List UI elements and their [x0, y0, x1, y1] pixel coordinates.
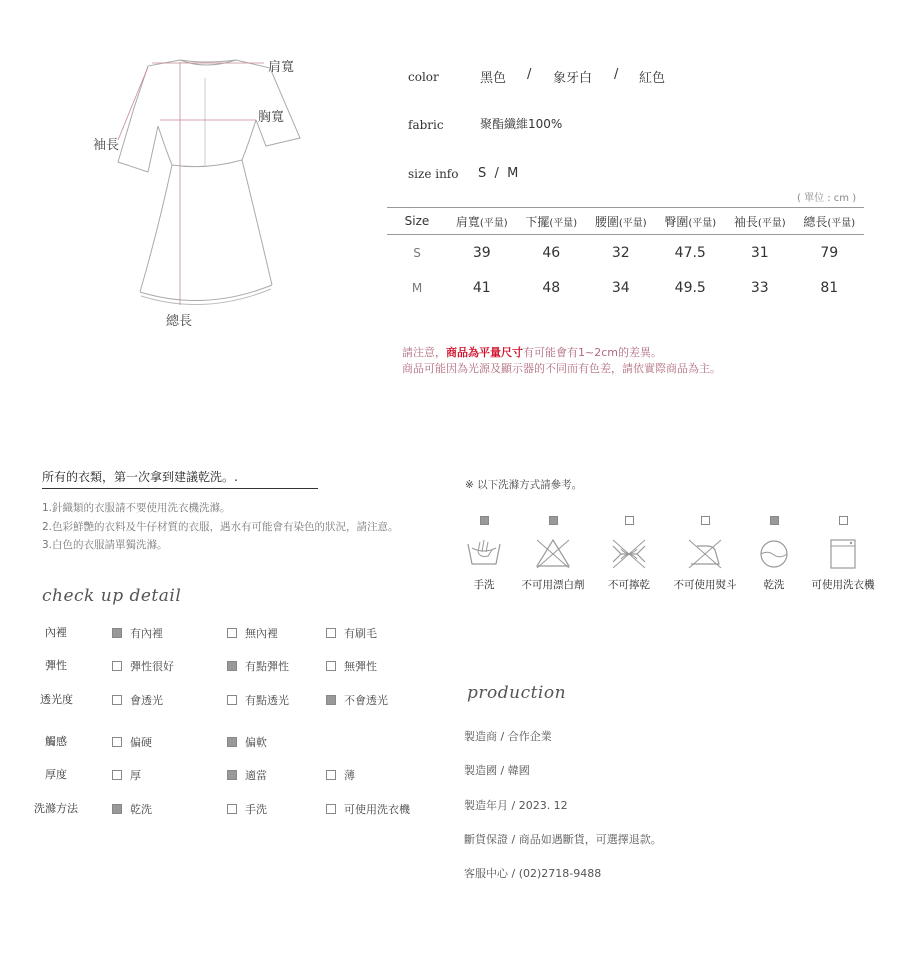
color-separator-1: /: [527, 67, 532, 82]
no-wring-icon: [589, 538, 669, 570]
dry-clean-icon: [734, 538, 814, 570]
checkbox[interactable]: [326, 661, 336, 671]
wash-label: 不可用漂白劑: [521, 579, 585, 591]
header-waist: 腰圍(平量): [586, 208, 656, 235]
wash-symbol: [444, 516, 524, 592]
list-item: 2.色彩鮮艷的衣料及牛仔材質的衣服，遇水有可能會有染色的狀況，請注意。: [42, 520, 399, 533]
color-value-3: 紅色: [639, 71, 666, 86]
checkbox[interactable]: [112, 661, 122, 671]
wash-note: ※ 以下洗滌方式請參考。: [465, 479, 583, 491]
dress-diagram: [95, 50, 315, 320]
detail-option[interactable]: [227, 767, 267, 783]
detail-option[interactable]: [326, 692, 388, 708]
option-label: 厚: [130, 769, 141, 782]
option-label: 偏硬: [130, 736, 152, 749]
detail-option[interactable]: [227, 734, 267, 750]
size-info-value: S / M: [478, 166, 519, 181]
checkbox[interactable]: [112, 628, 122, 638]
detail-row-label: 觸感: [45, 735, 67, 748]
checkbox[interactable]: [227, 695, 237, 705]
checkbox[interactable]: [326, 628, 336, 638]
no-bleach-icon: [513, 538, 593, 570]
option-label: 會透光: [130, 694, 163, 707]
color-value-2: 象牙白: [553, 71, 593, 86]
diagram-label-shoulder: 肩寬: [268, 60, 295, 75]
detail-option[interactable]: [112, 692, 163, 708]
table-cell: 31: [750, 244, 769, 261]
detail-row-label: 內裡: [45, 626, 67, 639]
table-cell: 33: [750, 279, 769, 296]
checkbox[interactable]: [625, 516, 634, 525]
wash-label: 不可擰乾: [608, 579, 650, 591]
care-title: 所有的衣類，第一次拿到建議乾洗。.: [42, 468, 318, 489]
table-cell: 46: [542, 244, 561, 261]
machine-wash-icon: [803, 538, 883, 570]
checkbox[interactable]: [112, 695, 122, 705]
header-size: Size: [387, 208, 447, 235]
wash-label: 不可使用熨斗: [673, 579, 737, 591]
header-sleeve: 袖長(平量): [725, 208, 795, 235]
checkbox[interactable]: [112, 770, 122, 780]
wash-symbol: [803, 516, 883, 592]
option-label: 無彈性: [344, 660, 377, 673]
size-notice: [402, 345, 721, 377]
detail-option[interactable]: [227, 625, 278, 641]
option-label: 有點透光: [245, 694, 289, 707]
list-item: 1.針織類的衣服請不要使用洗衣機洗滌。: [42, 502, 231, 514]
size-table: [387, 207, 864, 305]
checkbox[interactable]: [112, 737, 122, 747]
detail-row-label: 厚度: [45, 768, 67, 781]
table-cell: S: [413, 245, 421, 260]
header-hip: 臀圍(平量): [656, 208, 726, 235]
checkbox[interactable]: [227, 804, 237, 814]
header-hem: 下擺(平量): [517, 208, 587, 235]
color-label: color: [408, 70, 439, 84]
detail-option[interactable]: [326, 625, 377, 641]
diagram-label-length: 總長: [166, 314, 193, 329]
production-line: 製造年月 / 2023. 12: [464, 799, 568, 812]
list-item: 3.白色的衣服請單獨洗滌。: [42, 539, 168, 551]
notice-line-1: 請注意，商品為平量尺寸有可能會有1~2cm的差異。: [402, 346, 662, 359]
checkbox[interactable]: [227, 770, 237, 780]
wash-label: 手洗: [473, 579, 495, 591]
detail-option[interactable]: [227, 658, 289, 674]
wash-symbol: [665, 516, 745, 592]
table-cell: 81: [820, 279, 839, 296]
option-label: 有點彈性: [245, 660, 289, 673]
size-table-header: [387, 208, 864, 235]
table-cell: 34: [611, 279, 630, 296]
fabric-label: fabric: [408, 118, 444, 132]
detail-row-label: 洗滌方法: [34, 802, 78, 815]
detail-option[interactable]: [112, 658, 174, 674]
option-label: 偏軟: [245, 736, 267, 749]
detail-option[interactable]: [112, 625, 163, 641]
hand-wash-icon: [444, 538, 524, 570]
option-label: 彈性很好: [130, 660, 174, 673]
detail-option[interactable]: [112, 801, 152, 817]
production-title: production: [467, 683, 567, 703]
option-label: 可使用洗衣機: [344, 803, 410, 816]
fabric-value: 聚酯纖維100%: [480, 117, 563, 131]
wash-symbol: [589, 516, 669, 592]
checkbox[interactable]: [227, 628, 237, 638]
table-cell: 79: [820, 244, 839, 261]
checkbox[interactable]: [549, 516, 558, 525]
wash-symbol: [513, 516, 593, 592]
detail-row-label: 透光度: [40, 693, 73, 706]
option-label: 手洗: [245, 803, 267, 816]
diagram-label-sleeve: 袖長: [93, 138, 120, 153]
header-shoulder: 肩寬(平量): [447, 208, 517, 235]
detail-option[interactable]: [326, 767, 355, 783]
detail-option[interactable]: [227, 801, 267, 817]
table-row: [387, 270, 864, 305]
checkbox[interactable]: [480, 516, 489, 525]
production-line: 客服中心 / (02)2718-9488: [464, 867, 602, 880]
detail-option[interactable]: [112, 734, 152, 750]
checkbox[interactable]: [326, 804, 336, 814]
checkbox[interactable]: [326, 695, 336, 705]
color-value-1: 黑色: [480, 71, 507, 86]
table-cell: 48: [542, 279, 561, 296]
header-length: 總長(平量): [795, 208, 865, 235]
notice-line-2: 商品可能因為光源及顯示器的不同而有色差，請依實際商品為主。: [402, 362, 721, 375]
option-label: 無內裡: [245, 627, 278, 640]
option-label: 薄: [344, 769, 355, 782]
detail-option[interactable]: [112, 767, 141, 783]
care-list: [42, 499, 399, 555]
checkbox[interactable]: [701, 516, 710, 525]
detail-row-label: 彈性: [45, 659, 67, 672]
table-cell: 47.5: [674, 244, 706, 261]
checkbox[interactable]: [227, 737, 237, 747]
size-info-label: size info: [408, 167, 459, 181]
detail-option[interactable]: [227, 692, 289, 708]
wash-symbol: [734, 516, 814, 592]
diagram-label-chest: 胸寬: [258, 110, 285, 125]
wash-label: 可使用洗衣機: [811, 579, 875, 591]
production-line: 斷貨保證 / 商品如遇斷貨，可選擇退款。: [464, 833, 662, 846]
checkbox[interactable]: [770, 516, 779, 525]
table-row: [387, 235, 864, 271]
unit-note: ( 單位 : cm ): [797, 193, 857, 204]
table-cell: 49.5: [674, 279, 706, 296]
table-cell: 39: [472, 244, 491, 261]
checkbox[interactable]: [839, 516, 848, 525]
production-line: 製造商 / 合作企業: [464, 730, 552, 743]
table-cell: 32: [611, 244, 630, 261]
table-cell: 41: [472, 279, 491, 296]
option-label: 有內裡: [130, 627, 163, 640]
option-label: 不會透光: [344, 694, 388, 707]
wash-label: 乾洗: [763, 579, 785, 591]
table-cell: M: [411, 280, 423, 295]
detail-title: check up detail: [42, 586, 182, 606]
detail-option[interactable]: [326, 801, 410, 817]
checkbox[interactable]: [227, 661, 237, 671]
no-iron-icon: [665, 538, 745, 570]
production-line: 製造國 / 韓國: [464, 764, 530, 777]
option-label: 有刷毛: [344, 627, 377, 640]
checkbox[interactable]: [112, 804, 122, 814]
option-label: 適當: [245, 769, 267, 782]
checkbox[interactable]: [326, 770, 336, 780]
detail-option[interactable]: [326, 658, 377, 674]
color-separator-2: /: [614, 67, 619, 82]
option-label: 乾洗: [130, 803, 152, 816]
